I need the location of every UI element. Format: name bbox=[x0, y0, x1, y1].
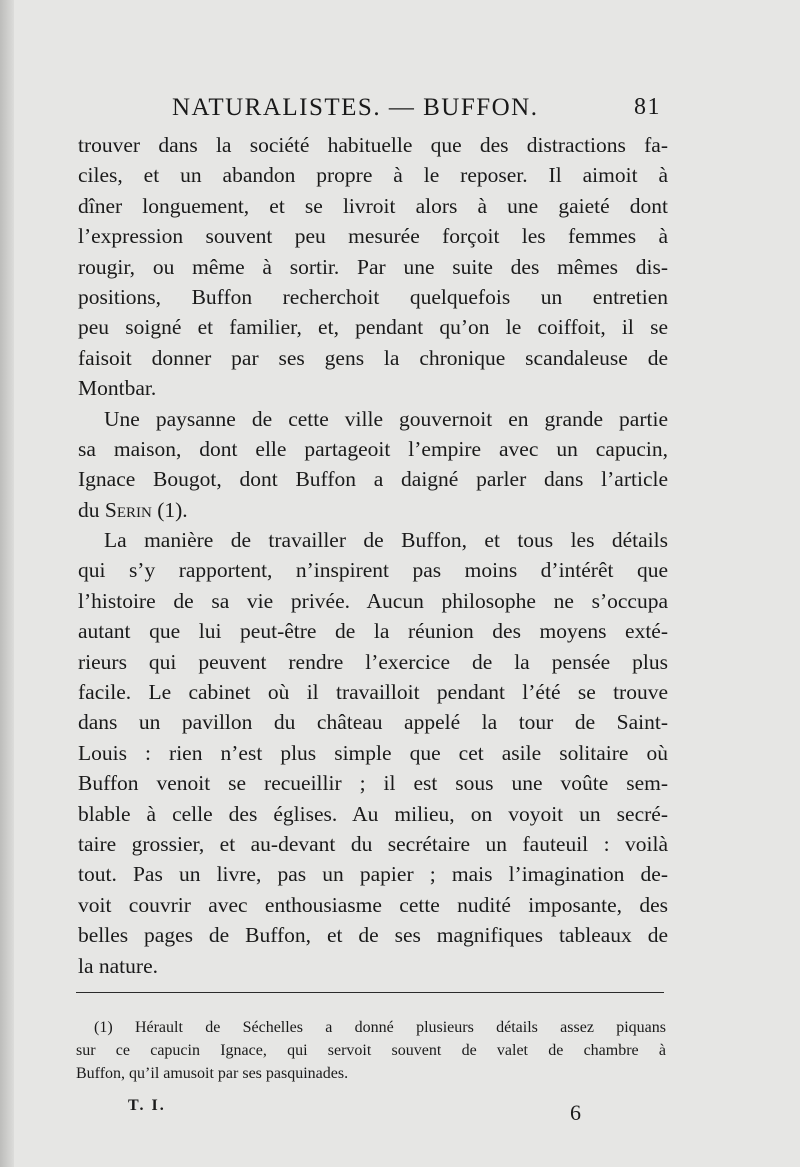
text-line: Louis : rien n’est plus simple que cet asile solitaire où bbox=[78, 740, 668, 765]
text-line: La manière de travailler de Buffon, et tous les détails bbox=[104, 528, 668, 553]
text-line: voit couvrir avec enthousiasme cette nudité imposante, des bbox=[78, 892, 668, 917]
text-line: positions, Buffon recherchoit quelquefois un entretien bbox=[78, 284, 668, 309]
text-line: taire grossier, et au-devant du secrétaire un fauteuil : voilà bbox=[78, 831, 668, 856]
sheet-number: 6 bbox=[570, 1100, 581, 1125]
text-fragment: du bbox=[78, 497, 105, 522]
text-line: tout. Pas un livre, pas un papier ; mais l’imagination de- bbox=[78, 862, 668, 887]
body-text bbox=[78, 130, 668, 981]
text-line: Montbar. bbox=[78, 376, 157, 401]
text-line: l’expression souvent peu mesurée forçoit les femmes à bbox=[78, 224, 668, 249]
signature-mark: T. I. bbox=[128, 1097, 166, 1114]
text-line: Ignace Bougot, dont Buffon a daigné parler dans l’article bbox=[78, 467, 668, 492]
page-edge-shadow bbox=[0, 0, 14, 1167]
running-head: NATURALISTES. — BUFFON. bbox=[172, 94, 539, 121]
page-number: 81 bbox=[634, 94, 661, 120]
footnote-line: Buffon, qu’il amusoit par ses pasquinades. bbox=[76, 1065, 349, 1082]
footnote-rule bbox=[76, 992, 664, 993]
text-line: dîner longuement, et se livroit alors à une gaieté dont bbox=[78, 193, 668, 218]
text-line: sa maison, dont elle partageoit l’empire avec un capucin, bbox=[78, 436, 668, 461]
text-line: autant que lui peut-être de la réunion des moyens exté- bbox=[78, 619, 668, 644]
text-line: faisoit donner par ses gens la chronique scandaleuse de bbox=[78, 345, 668, 370]
text-line: la nature. bbox=[78, 953, 158, 978]
text-line: facile. Le cabinet où il travailloit pendant l’été se trouve bbox=[78, 680, 668, 705]
text-line: belles pages de Buffon, et de ses magnifiques tableaux de bbox=[78, 923, 668, 948]
footnote-reference: (1). bbox=[151, 497, 188, 522]
text-line: Buffon venoit se recueillir ; il est sous une voûte sem- bbox=[78, 771, 668, 796]
text-line: rieurs qui peuvent rendre l’exercice de la pensée plus bbox=[78, 649, 668, 674]
small-caps-title: Serin bbox=[104, 497, 152, 522]
text-line: Une paysanne de cette ville gouvernoit en grande partie bbox=[104, 406, 668, 431]
text-line: rougir, ou même à sortir. Par une suite des mêmes dis- bbox=[78, 254, 668, 279]
text-line: dans un pavillon du château appelé la tour de Saint- bbox=[78, 710, 668, 735]
footnote-line: (1) Hérault de Séchelles a donné plusieurs détails assez piquans bbox=[94, 1019, 666, 1036]
text-line: blable à celle des églises. Au milieu, on voyoit un secré- bbox=[78, 801, 668, 826]
footnote bbox=[76, 1016, 666, 1085]
page-header bbox=[172, 94, 672, 128]
text-line: ciles, et un abandon propre à le reposer. Il aimoit à bbox=[78, 163, 668, 188]
text-line: l’histoire de sa vie privée. Aucun philosophe ne s’occupa bbox=[78, 588, 668, 613]
footnote-line: sur ce capucin Ignace, qui servoit souvent de valet de chambre à bbox=[76, 1042, 666, 1059]
text-line: qui s’y rapportent, n’inspirent pas moins d’intérêt que bbox=[78, 558, 668, 583]
text-line: trouver dans la société habituelle que des distractions fa- bbox=[78, 133, 668, 157]
text-line bbox=[78, 495, 668, 525]
text-line: peu soigné et familier, et, pendant qu’on le coiffoit, il se bbox=[78, 315, 668, 340]
